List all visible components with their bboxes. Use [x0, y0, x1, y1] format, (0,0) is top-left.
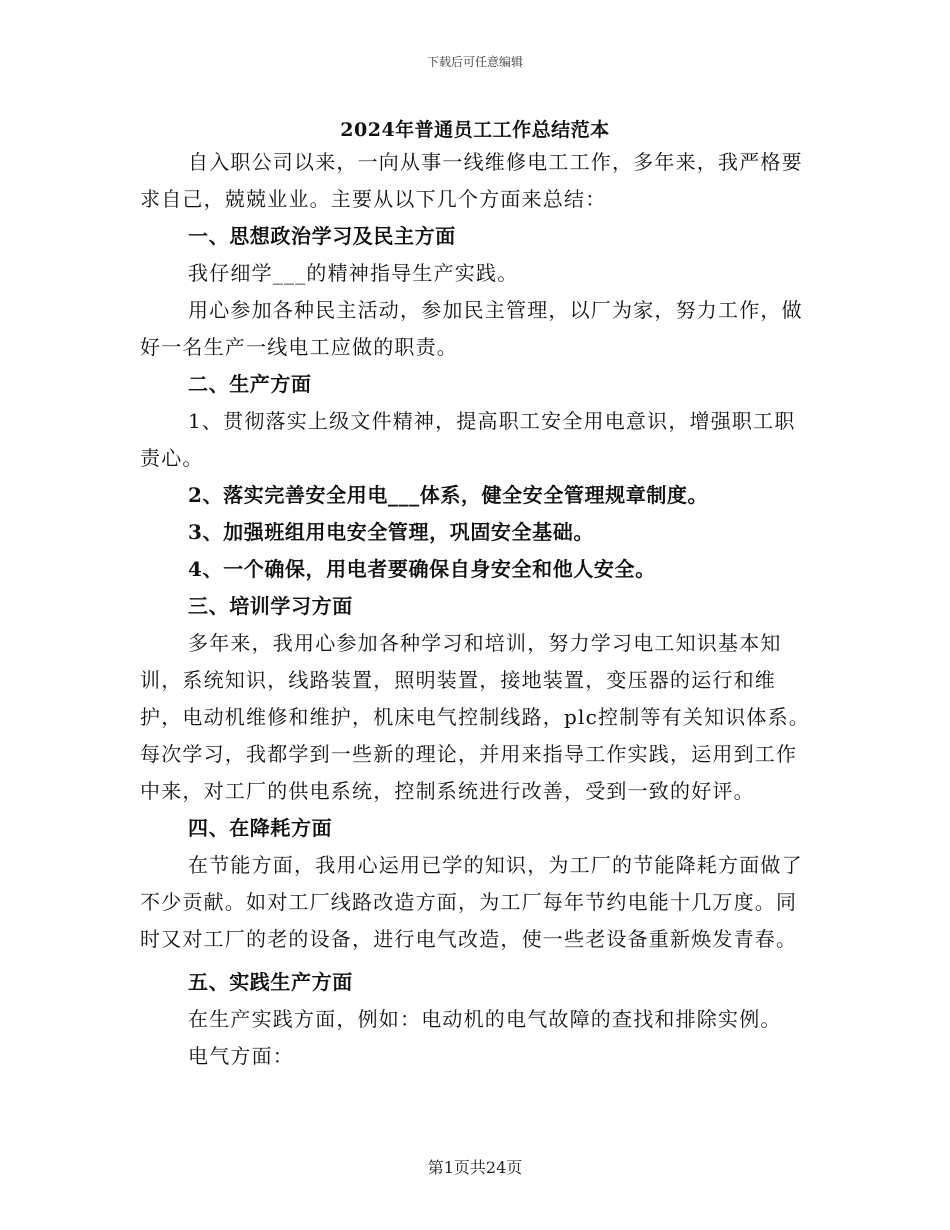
- paragraph: 自入职公司以来，一向从事一线维修电工工作，多年来，我严格要求自己，兢兢业业。主要从以下几个方面来总结：: [140, 150, 803, 211]
- paragraph: 用心参加各种民主活动，参加民主管理，以厂为家，努力工作，做好一名生产一线电工应做的职责。: [140, 298, 803, 359]
- section-heading: 二、生产方面: [188, 372, 312, 396]
- list-item: 3、加强班组用电安全管理，巩固安全基础。: [188, 520, 594, 544]
- paragraph: 在节能方面，我用心运用已学的知识，为工厂的节能降耗方面做了不少贡献。如对工厂线路改造方面，为工厂每年节约电能十几万度。同时又对工厂的老的设备，进行电气改造，使一些老设备重新焕发青春。: [140, 853, 803, 951]
- section-heading: 三、培训学习方面: [188, 594, 353, 618]
- paragraph: 电气方面：: [188, 1044, 294, 1068]
- list-item: 4、一个确保，用电者要确保自身安全和他人安全。: [188, 557, 656, 581]
- document-title: 2024年普通员工工作总结范本: [340, 119, 610, 141]
- header-note: 下载后可任意编辑: [426, 55, 523, 69]
- paragraph: 1、贯彻落实上级文件精神，提高职工安全用电意识，增强职工职责心。: [140, 409, 796, 470]
- page-footer: 第1页共24页: [427, 1158, 523, 1177]
- list-item: 2、落实完善安全用电___体系，健全安全管理规章制度。: [188, 483, 709, 507]
- section-heading: 四、在降耗方面: [188, 816, 333, 840]
- section-heading: 五、实践生产方面: [188, 970, 353, 994]
- section-heading: 一、思想政治学习及民主方面: [188, 224, 456, 248]
- paragraph: 在生产实践方面，例如：电动机的电气故障的查找和排除实例。: [188, 1007, 782, 1031]
- paragraph: 多年来，我用心参加各种学习和培训，努力学习电工知识基本知训，系统知识，线路装置，照明装置，接地装置，变压器的运行和维护，电动机维修和维护，机床电气控制线路，plc控制等有关知识体系。每次学习，我都学到一些新的理论，并用来指导工作实践，运用到工作中来，对工厂的供电系统，控制系统进行改善，受到一致的好评。: [140, 631, 810, 803]
- document-body: [140, 144, 815, 1075]
- paragraph: 我仔细学___的精神指导生产实践。: [188, 261, 519, 285]
